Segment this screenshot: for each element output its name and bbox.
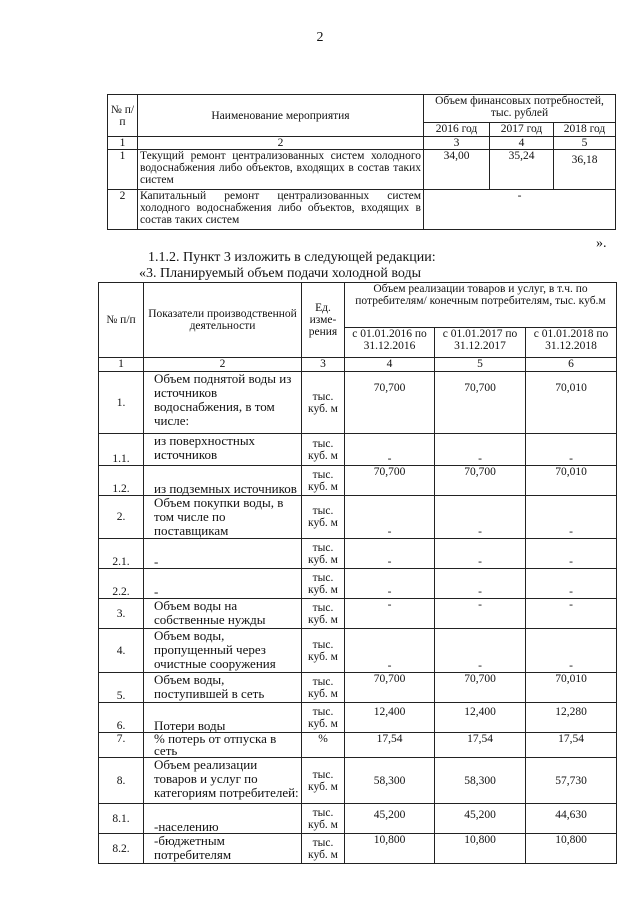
row-num: 8.1. (99, 804, 144, 834)
row-num: 2.1. (99, 539, 144, 569)
value-2017: 58,300 (435, 758, 526, 804)
row-num: 5. (99, 673, 144, 703)
indicator-name: Объем воды, пропущенный через очистные сооружения (144, 629, 302, 673)
value-2018: - (526, 496, 617, 539)
value-2017: 17,54 (435, 733, 526, 758)
value-2018: 36,18 (554, 150, 616, 190)
value-2017: 35,24 (490, 150, 554, 190)
value-2016: 34,00 (424, 150, 490, 190)
table-row (99, 804, 617, 834)
header-volume: Объем реализации товаров и услуг, в т.ч. по потребителям/ конечным потребителям, тыс. куб.м (345, 283, 617, 328)
table-row (99, 673, 617, 703)
unit: тыс. куб. м (302, 434, 345, 466)
value-2017: 45,200 (435, 804, 526, 834)
value-2018: 70,010 (526, 372, 617, 434)
col-number: 5 (435, 358, 526, 372)
value-2016: 45,200 (345, 804, 435, 834)
value-2016: - (345, 599, 435, 629)
row-num: 2. (99, 496, 144, 539)
row-num: 8.2. (99, 834, 144, 864)
header-num: № п/п (108, 95, 138, 137)
header-year-2016: 2016 год (424, 123, 490, 137)
value-2016: - (345, 569, 435, 599)
row-num: 3. (99, 599, 144, 629)
value-2018: 17,54 (526, 733, 617, 758)
financial-needs-table (107, 94, 616, 230)
value-2018: - (526, 539, 617, 569)
value-2017: - (435, 496, 526, 539)
row-num: 1 (108, 150, 138, 190)
indicator-name: из подземных источников (144, 466, 302, 496)
col-number: 3 (302, 358, 345, 372)
value-2018: 44,630 (526, 804, 617, 834)
col-number: 5 (554, 137, 616, 150)
value-2017: - (435, 629, 526, 673)
table-row (99, 599, 617, 629)
unit: тыс. куб. м (302, 758, 345, 804)
header-finance: Объем финансовых потребностей, тыс. рублей (424, 95, 616, 123)
indicator-name: - (144, 569, 302, 599)
indicator-name: Объем покупки воды, в том числе по поставщикам (144, 496, 302, 539)
unit: тыс. куб. м (302, 466, 345, 496)
paragraph-1-1-2: 1.1.2. Пункт 3 изложить в следующей редакции: (148, 250, 436, 265)
col-number: 4 (345, 358, 435, 372)
value-2018: 57,730 (526, 758, 617, 804)
value-2016: - (345, 496, 435, 539)
activity-name: Текущий ремонт централизованных систем холодного водоснабжения либо объектов, входящих в состав таких систем (138, 150, 424, 190)
value-2017: - (435, 434, 526, 466)
unit: тыс. куб. м (302, 703, 345, 733)
indicator-name: % потерь от отпуска в сеть (144, 733, 302, 758)
header-period-2016: с 01.01.2016 по 31.12.2016 (345, 328, 435, 358)
value-2017: 12,400 (435, 703, 526, 733)
value-2017: - (435, 599, 526, 629)
value-2018: - (526, 434, 617, 466)
col-number: 1 (108, 137, 138, 150)
indicator-name: -населению (144, 804, 302, 834)
header-period-2017: с 01.01.2017 по 31.12.2017 (435, 328, 526, 358)
table-row (99, 539, 617, 569)
row-num: 7. (99, 733, 144, 758)
table-row (99, 466, 617, 496)
row-num: 2.2. (99, 569, 144, 599)
header-indicators: Показатели производственной деятельности (144, 283, 302, 358)
value-2016: - (345, 629, 435, 673)
value-2016: 58,300 (345, 758, 435, 804)
col-number: 2 (144, 358, 302, 372)
indicator-name: Объем реализации товаров и услуг по категориям потребителей: (144, 758, 302, 804)
table-row (99, 434, 617, 466)
col-number: 2 (138, 137, 424, 150)
value-2017: 10,800 (435, 834, 526, 864)
water-volume-table (98, 282, 617, 864)
closing-quote: ». (596, 236, 607, 251)
value-2018: - (526, 629, 617, 673)
value-merged: - (424, 190, 616, 230)
row-num: 4. (99, 629, 144, 673)
table-row (99, 496, 617, 539)
value-2016: 70,700 (345, 466, 435, 496)
indicator-name: Потери воды (144, 703, 302, 733)
table-row (99, 372, 617, 434)
table-row (108, 190, 616, 230)
col-number: 3 (424, 137, 490, 150)
table-row (99, 703, 617, 733)
value-2016: 12,400 (345, 703, 435, 733)
page-number: 2 (316, 30, 324, 45)
value-2016: - (345, 434, 435, 466)
value-2017: 70,700 (435, 466, 526, 496)
value-2016: 70,700 (345, 673, 435, 703)
indicator-name: -бюджетным потребителям (144, 834, 302, 864)
header-activity-name: Наименование мероприятия (138, 95, 424, 137)
value-2018: - (526, 569, 617, 599)
value-2017: - (435, 569, 526, 599)
unit: % (302, 733, 345, 758)
unit: тыс. куб. м (302, 569, 345, 599)
unit: тыс. куб. м (302, 599, 345, 629)
table-row (108, 150, 616, 190)
unit: тыс. куб. м (302, 804, 345, 834)
value-2017: 70,700 (435, 372, 526, 434)
unit: тыс. куб. м (302, 629, 345, 673)
table-row (99, 758, 617, 804)
unit: тыс. куб. м (302, 372, 345, 434)
paragraph-item-3: «3. Планируемый объем подачи холодной воды (139, 266, 421, 281)
col-number: 6 (526, 358, 617, 372)
indicator-name: Объем воды на собственные нужды (144, 599, 302, 629)
indicator-name: - (144, 539, 302, 569)
header-num: № п/п (99, 283, 144, 358)
value-2016: 17,54 (345, 733, 435, 758)
header-unit: Ед. изме- рения (302, 283, 345, 358)
unit: тыс. куб. м (302, 539, 345, 569)
value-2016: 70,700 (345, 372, 435, 434)
value-2018: - (526, 599, 617, 629)
unit: тыс. куб. м (302, 496, 345, 539)
value-2016: - (345, 539, 435, 569)
value-2018: 70,010 (526, 673, 617, 703)
value-2018: 70,010 (526, 466, 617, 496)
col-number: 4 (490, 137, 554, 150)
table-row (99, 629, 617, 673)
header-period-2018: с 01.01.2018 по 31.12.2018 (526, 328, 617, 358)
header-year-2017: 2017 год (490, 123, 554, 137)
table-row (99, 834, 617, 864)
table-row (99, 733, 617, 758)
row-num: 8. (99, 758, 144, 804)
value-2017: - (435, 539, 526, 569)
col-number: 1 (99, 358, 144, 372)
row-num: 1.1. (99, 434, 144, 466)
indicator-name: Объем поднятой воды из источников водоснабжения, в том числе: (144, 372, 302, 434)
header-year-2018: 2018 год (554, 123, 616, 137)
indicator-name: из поверхностных источников (144, 434, 302, 466)
table-row (99, 569, 617, 599)
value-2018: 12,280 (526, 703, 617, 733)
row-num: 1.2. (99, 466, 144, 496)
activity-name: Капитальный ремонт централизованных систем холодного водоснабжения либо объектов, входящих в состав таких систем (138, 190, 424, 230)
value-2016: 10,800 (345, 834, 435, 864)
row-num: 6. (99, 703, 144, 733)
row-num: 1. (99, 372, 144, 434)
unit: тыс. куб. м (302, 673, 345, 703)
unit: тыс. куб. м (302, 834, 345, 864)
value-2017: 70,700 (435, 673, 526, 703)
row-num: 2 (108, 190, 138, 230)
indicator-name: Объем воды, поступившей в сеть (144, 673, 302, 703)
value-2018: 10,800 (526, 834, 617, 864)
